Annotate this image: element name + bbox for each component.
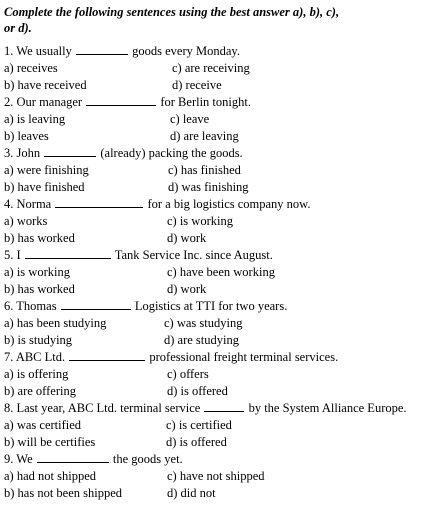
question-text-after: for Berlin tonight. (160, 95, 251, 109)
question-number: 2. (4, 95, 14, 109)
option-b[interactable]: b) have received (4, 78, 87, 92)
answer-blank[interactable] (44, 145, 96, 157)
option-c[interactable]: c) offers (167, 367, 209, 381)
option-c[interactable]: c) has finished (168, 163, 241, 177)
question-text-after: Tank Service Inc. since August. (114, 248, 273, 262)
question-line (4, 451, 183, 467)
instructions-title: Complete the following sentences using the best answer a), b), c), or d). (4, 5, 340, 35)
question-text-before: Last year, ABC Ltd. terminal service (16, 401, 201, 415)
option-d[interactable]: d) was finishing (168, 180, 249, 194)
question-text-before: ABC Ltd. (15, 350, 66, 364)
question-text-before: We usually (16, 44, 72, 58)
question-line (4, 298, 287, 314)
question-number: 5. (4, 248, 14, 262)
option-b[interactable]: b) are offering (4, 384, 76, 398)
question-number: 9. (4, 452, 14, 466)
question-number: 4. (4, 197, 14, 211)
option-b[interactable]: b) will be certifies (4, 435, 96, 449)
option-a[interactable]: a) receives (4, 61, 58, 75)
question-line (4, 349, 338, 365)
option-b[interactable]: b) have finished (4, 180, 85, 194)
question-text-after: (already) packing the goods. (100, 146, 243, 160)
question-number: 8. (4, 401, 14, 415)
option-d[interactable]: d) is offered (167, 384, 228, 398)
question-line (4, 196, 311, 212)
question-text-before: John (16, 146, 41, 160)
question-text-after: Logistics at TTI for two years. (134, 299, 288, 313)
option-a[interactable]: a) was certified (4, 418, 82, 432)
question-text-before: I (16, 248, 21, 262)
question-text-after: for a big logistics company now. (147, 197, 311, 211)
question-text-after: the goods yet. (112, 452, 183, 466)
question-line (4, 145, 243, 161)
question-number: 1. (4, 44, 14, 58)
option-a[interactable]: a) is working (4, 265, 70, 279)
answer-blank[interactable] (61, 298, 131, 310)
option-c[interactable]: c) have not shipped (167, 469, 265, 483)
option-a[interactable]: a) is offering (4, 367, 69, 381)
option-a[interactable]: a) works (4, 214, 48, 228)
question-text-after: goods every Monday. (132, 44, 240, 58)
option-d[interactable]: d) work (167, 231, 207, 245)
option-c[interactable]: c) is working (167, 214, 233, 228)
answer-blank[interactable] (76, 43, 128, 55)
option-a[interactable]: a) is leaving (4, 112, 66, 126)
option-a[interactable]: a) has been studying (4, 316, 107, 330)
option-c[interactable]: c) have been working (167, 265, 275, 279)
option-c[interactable]: c) leave (170, 112, 210, 126)
answer-blank[interactable] (37, 451, 109, 463)
option-d[interactable]: d) are studying (164, 333, 239, 347)
question-line (4, 43, 240, 59)
option-d[interactable]: d) is offered (166, 435, 227, 449)
question-text-before: We (16, 452, 33, 466)
option-c[interactable]: c) was studying (164, 316, 243, 330)
question-text-after: by the System Alliance Europe. (248, 401, 407, 415)
option-b[interactable]: b) has not been shipped (4, 486, 123, 500)
question-text-before: Norma (16, 197, 52, 211)
answer-blank[interactable] (55, 196, 143, 208)
question-number: 7. (4, 350, 14, 364)
option-d[interactable]: d) are leaving (170, 129, 239, 143)
option-d[interactable]: d) receive (172, 78, 222, 92)
answer-blank[interactable] (25, 247, 111, 259)
question-text-before: Thomas (16, 299, 57, 313)
question-line (4, 247, 273, 263)
question-line (4, 94, 251, 110)
question-text-after: professional freight terminal services. (149, 350, 339, 364)
option-b[interactable]: b) has worked (4, 282, 75, 296)
question-text-before: Our manager (16, 95, 83, 109)
option-a[interactable]: a) had not shipped (4, 469, 96, 483)
option-a[interactable]: a) were finishing (4, 163, 89, 177)
option-b[interactable]: b) is studying (4, 333, 73, 347)
option-d[interactable]: d) work (167, 282, 207, 296)
answer-blank[interactable] (69, 349, 145, 361)
answer-blank[interactable] (204, 400, 244, 412)
question-number: 3. (4, 146, 14, 160)
option-b[interactable]: b) leaves (4, 129, 49, 143)
option-b[interactable]: b) has worked (4, 231, 75, 245)
question-line (4, 400, 407, 416)
option-c[interactable]: c) is certified (166, 418, 232, 432)
option-d[interactable]: d) did not (167, 486, 216, 500)
answer-blank[interactable] (86, 94, 156, 106)
question-number: 6. (4, 299, 14, 313)
option-c[interactable]: c) are receiving (172, 61, 250, 75)
